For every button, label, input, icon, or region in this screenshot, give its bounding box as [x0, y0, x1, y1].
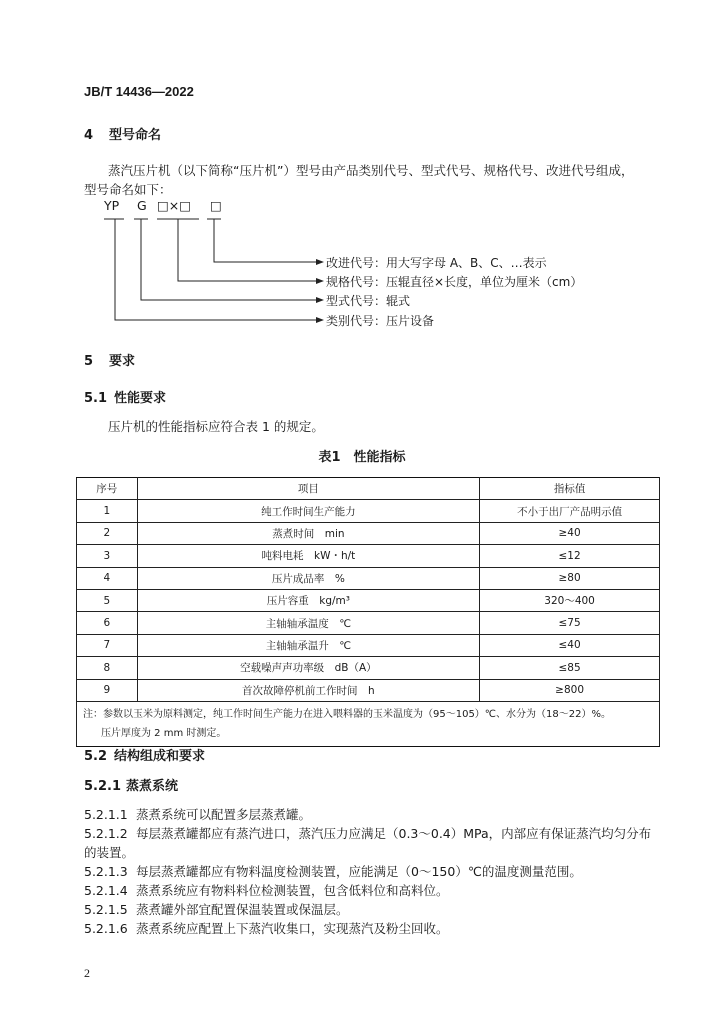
cell-item: 压片成品率 % [137, 567, 480, 589]
header-cell-value: 指标值 [480, 478, 660, 500]
header-cell-item: 项目 [137, 478, 480, 500]
leader-g [141, 219, 318, 300]
leader-rev [214, 219, 318, 262]
table-note [77, 701, 660, 746]
cell-value: ≥80 [480, 567, 660, 589]
label-category-code: 类别代号：压片设备 [326, 314, 435, 328]
cell-item: 首次故障停机前工作时间 h [137, 679, 480, 701]
cell-no: 6 [77, 612, 138, 634]
cell-no: 5 [77, 589, 138, 611]
arrow-g [316, 297, 324, 303]
clause-5-2-1-1 [84, 805, 311, 823]
cell-value: ≤12 [480, 545, 660, 567]
section-5-2-heading [84, 745, 205, 764]
clause-text: 的装置。 [84, 845, 135, 860]
cell-no: 9 [77, 679, 138, 701]
section-number: 5.2 [84, 749, 108, 764]
table-row [77, 634, 660, 656]
cell-item: 空载噪声声功率级 dB（A） [137, 657, 480, 679]
clause-number: 5.2.1.2 [84, 826, 128, 841]
clause-number: 5.2.1.3 [84, 864, 128, 879]
section-5-heading [84, 350, 135, 369]
page-number: 2 [84, 966, 90, 980]
section-4-para-line2: 型号命名如下： [84, 182, 172, 197]
cell-no: 8 [77, 657, 138, 679]
table-row [77, 589, 660, 611]
clause-5-2-1-3 [84, 862, 582, 880]
cell-no: 4 [77, 567, 138, 589]
cell-item: 压片容重 kg/m³ [137, 589, 480, 611]
section-number: 5.2.1 [84, 779, 122, 794]
table-row [77, 522, 660, 544]
clause-text: 蒸煮系统可以配置多层蒸煮罐。 [136, 807, 312, 822]
section-5-2-1-heading [84, 775, 178, 794]
cell-item: 纯工作时间生产能力 [137, 500, 480, 522]
cell-value: ≤85 [480, 657, 660, 679]
section-5-1-heading [84, 387, 166, 406]
label-revision-code: 改进代号：用大写字母 A、B、C、…表示 [326, 256, 547, 270]
clause-text: 蒸煮系统应配置上下蒸汽收集口，实现蒸汽及粉尘回收。 [136, 921, 449, 936]
table-note-line2: 压片厚度为 2 mm 时测定。 [101, 727, 227, 739]
leader-spec [178, 219, 318, 281]
clause-text: 每层蒸煮罐都应有物料温度检测装置，应能满足（0～150）℃的温度测量范围。 [136, 864, 582, 879]
cell-value: ≥40 [480, 522, 660, 544]
section-title: 型号命名 [109, 128, 162, 143]
section-title: 性能要求 [114, 391, 167, 406]
section-title: 蒸煮系统 [126, 779, 179, 794]
table-row [77, 500, 660, 522]
arrow-spec [316, 278, 324, 284]
cell-no: 3 [77, 545, 138, 567]
clause-number: 5.2.1.4 [84, 883, 128, 898]
section-number: 5.1 [84, 391, 108, 406]
cell-item: 主轴轴承温升 ℃ [137, 634, 480, 656]
table-note-row [77, 701, 660, 746]
table-1-caption: 表1 性能指标 [318, 450, 406, 465]
table-row [77, 657, 660, 679]
clause-5-2-1-2-cont [84, 843, 134, 861]
cell-item: 蒸煮时间 min [137, 522, 480, 544]
arrow-rev [316, 259, 324, 265]
clause-5-2-1-4 [84, 881, 449, 899]
section-number: 5 [84, 354, 94, 369]
table-note-line1: 注：参数以玉米为原料测定，纯工作时间生产能力在进入喂料器的玉米温度为（95～105）℃、水分为（18～22）%。 [83, 708, 611, 720]
cell-value: 不小于出厂产品明示值 [480, 500, 660, 522]
clause-text: 每层蒸煮罐都应有蒸汽进口，蒸汽压力应满足（0.3～0.4）MPa，内部应有保证蒸汽均匀分布 [136, 826, 652, 841]
cell-value: 320～400 [480, 589, 660, 611]
standard-code: JB/T 14436—2022 [84, 84, 194, 99]
table-row [77, 567, 660, 589]
table-row [77, 612, 660, 634]
section-number: 4 [84, 128, 94, 143]
table-row [77, 545, 660, 567]
cell-value: ≤40 [480, 634, 660, 656]
cell-no: 1 [77, 500, 138, 522]
section-5-1-para: 压片机的性能指标应符合表 1 的规定。 [108, 419, 324, 434]
label-spec-code: 规格代号：压辊直径×长度，单位为厘米（cm） [326, 275, 583, 289]
clause-5-2-1-5 [84, 900, 349, 918]
table-row [77, 679, 660, 701]
cell-item: 主轴轴承温度 ℃ [137, 612, 480, 634]
leader-yp [115, 219, 318, 320]
model-code-rev: □ [210, 198, 222, 213]
clause-number: 5.2.1.1 [84, 807, 128, 822]
cell-no: 7 [77, 634, 138, 656]
model-code-g: G [137, 198, 147, 213]
clause-text: 蒸煮系统应有物料料位检测装置，包含低料位和高料位。 [136, 883, 449, 898]
clause-5-2-1-2 [84, 824, 651, 842]
model-code-spec: □×□ [157, 198, 192, 213]
cell-value: ≥800 [480, 679, 660, 701]
table-header-row [77, 478, 660, 500]
clause-5-2-1-6 [84, 919, 449, 937]
model-code-yp: YP [104, 198, 120, 213]
cell-no: 2 [77, 522, 138, 544]
clause-number: 5.2.1.5 [84, 902, 128, 917]
clause-number: 5.2.1.6 [84, 921, 128, 936]
clause-text: 蒸煮罐外部宜配置保温装置或保温层。 [136, 902, 349, 917]
cell-value: ≤75 [480, 612, 660, 634]
header-cell-no: 序号 [77, 478, 138, 500]
arrow-yp [316, 317, 324, 323]
section-4-para-line1: 蒸汽压片机（以下简称“压片机”）型号由产品类别代号、型式代号、规格代号、改进代号组成， [108, 163, 634, 178]
section-title: 结构组成和要求 [114, 749, 206, 764]
cell-item: 吨料电耗 kW・h/t [137, 545, 480, 567]
section-title: 要求 [109, 354, 136, 369]
performance-table [76, 477, 660, 747]
label-type-code: 型式代号：辊式 [326, 294, 411, 308]
